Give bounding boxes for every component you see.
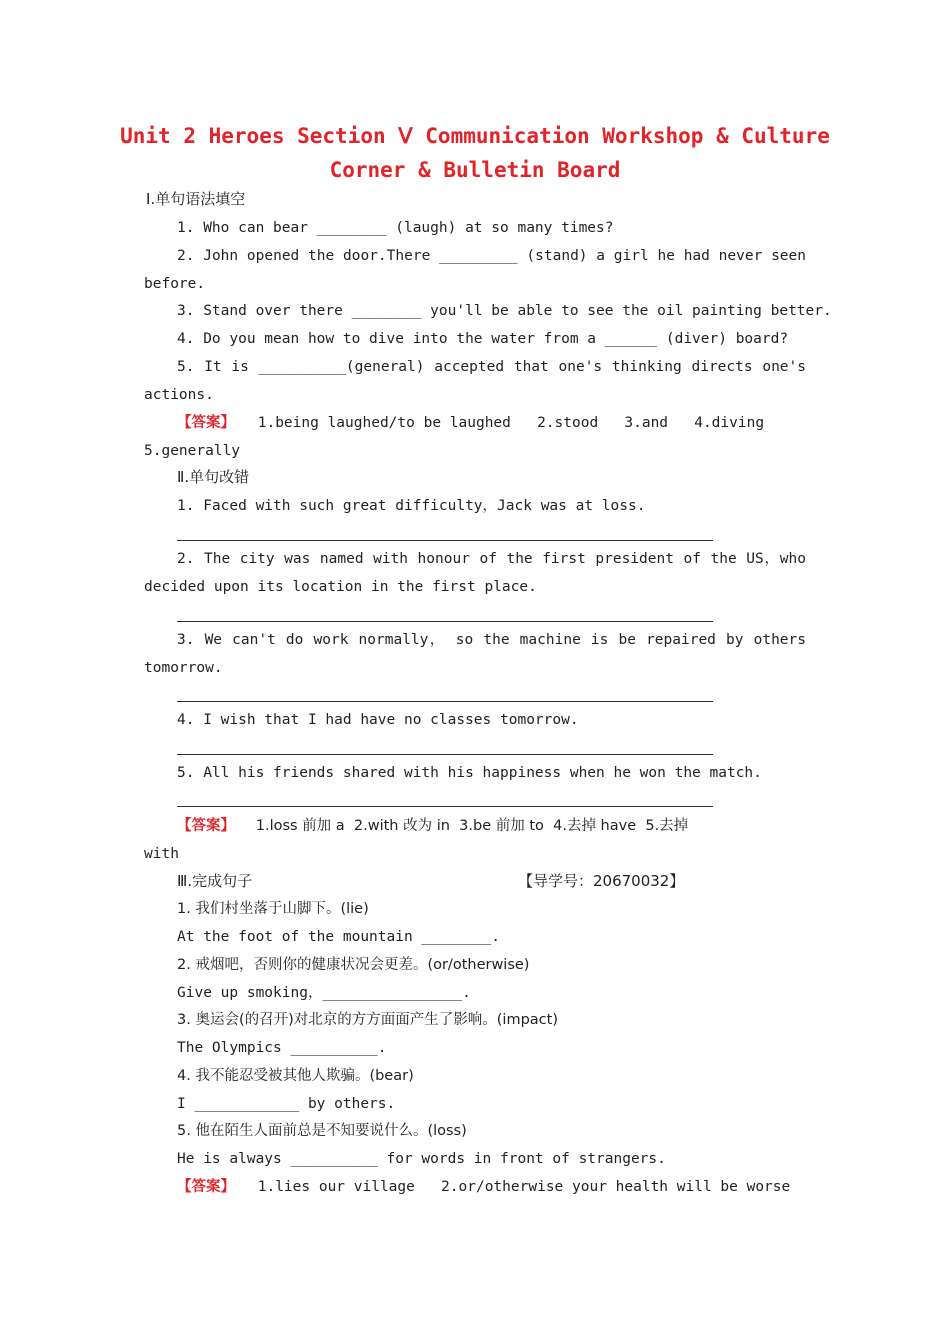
s2-question-2-line-2: decided upon its location in the first place. [144,579,537,595]
s2-question-4: 4. I wish that I had have no classes tomorrow. [177,712,579,728]
document-title-line-2: Corner & Bulletin Board [329,158,621,182]
s1-question-5-line-2: actions. [144,387,214,403]
s3-question-2-cn: 2. 戒烟吧，否则你的健康状况会更差。(or/otherwise) [177,957,530,973]
s3-question-4-en: I ____________ by others. [177,1096,396,1112]
s2-question-3-line-1: 3. We can't do work normally， so the machine is be repaired by others [177,632,806,648]
s2-answer-line-2 [177,621,713,622]
s2-question-3-line-2: tomorrow. [144,660,223,676]
s3-question-4-cn: 4. 我不能忍受被其他人欺骗。(bear) [177,1068,414,1084]
document-title-line-1: Unit 2 Heroes Section Ⅴ Communication Workshop & Culture [120,124,830,148]
s3-answer-line-1 [177,1177,806,1197]
s2-question-5: 5. All his friends shared with his happiness when he won the match. [177,765,762,781]
s2-answer-line-4 [177,754,713,755]
s1-answer-tag: 【答案】 [177,415,235,431]
s3-question-3-en: The Olympics __________. [177,1040,387,1056]
s2-answer-line-3 [177,701,713,702]
s2-answer-text: 1.loss 前加 a 2.with 改为 in 3.be 前加 to 4.去掉 have 5.去掉 [255,818,689,834]
s3-question-5-cn: 5. 他在陌生人面前总是不知要说什么。(loss) [177,1123,467,1139]
s1-question-5-line-1: 5. It is __________(general) accepted that one's thinking directs one's [177,359,806,375]
s2-answer-line-1-text [177,816,806,836]
s2-question-2-line-1: 2. The city was named with honour of the first president of the US，who [177,551,806,567]
s1-question-4: 4. Do you mean how to dive into the water from a ______ (diver) board? [177,331,789,347]
section-1-heading: Ⅰ.单句语法填空 [146,190,246,208]
s1-question-3: 3. Stand over there ________ you'll be able to see the oil painting better. [177,303,832,319]
s1-answer-line-1 [177,413,806,433]
s2-question-1: 1. Faced with such great difficulty，Jack was at loss. [177,498,646,514]
s2-answer-tag: 【答案】 [177,818,235,834]
s1-answer-text: 1.being laughed/to be laughed 2.stood 3.and 4.diving [257,415,765,431]
s1-question-2-line-1: 2. John opened the door.There _________ (stand) a girl he had never seen [177,248,806,264]
section-2-heading: Ⅱ.单句改错 [177,468,250,486]
s2-answer-line-2-text: with [144,846,179,862]
s1-answer-line-2: 5.generally [144,443,241,459]
s2-answer-line-5 [177,806,713,807]
s3-answer-text: 1.lies our village 2.or/otherwise your health will be worse [257,1179,791,1195]
s1-question-1: 1. Who can bear ________ (laugh) at so many times? [177,220,614,236]
s3-question-3-cn: 3. 奥运会(的召开)对北京的方方面面产生了影响。(impact) [177,1012,558,1028]
s3-question-1-cn: 1. 我们村坐落于山脚下。(lie) [177,901,369,917]
s3-question-5-en: He is always __________ for words in front of strangers. [177,1151,666,1167]
s1-question-2-line-2: before. [144,276,206,292]
s2-answer-line-1 [177,540,713,541]
guide-number: 【导学号：20670032】 [518,872,685,890]
section-3-heading: Ⅲ.完成句子 [177,872,253,890]
s3-answer-tag: 【答案】 [177,1179,235,1195]
s3-question-1-en: At the foot of the mountain ________. [177,929,501,945]
s3-question-2-en: Give up smoking，________________. [177,985,471,1001]
